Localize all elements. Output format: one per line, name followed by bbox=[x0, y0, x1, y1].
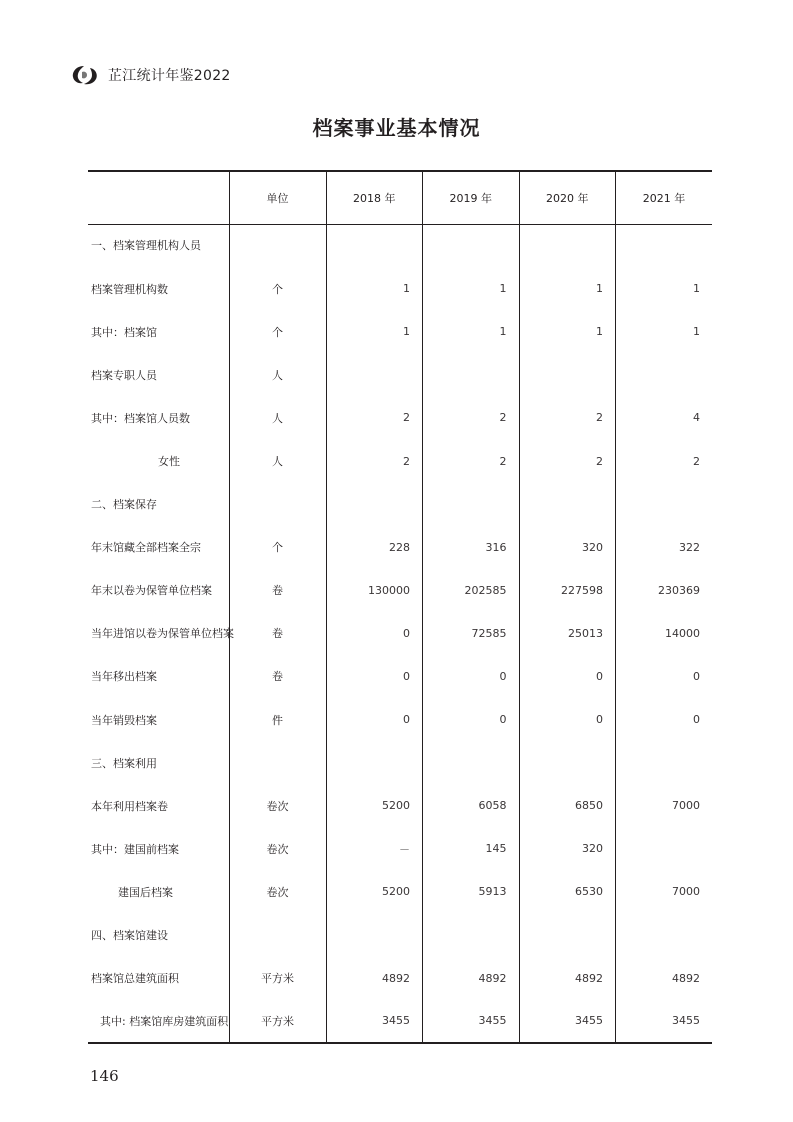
row-value: 25013 bbox=[519, 612, 616, 655]
row-value: 6530 bbox=[519, 870, 616, 913]
row-value: 0 bbox=[326, 698, 423, 741]
table-row bbox=[88, 353, 712, 396]
row-value: 2 bbox=[519, 396, 616, 439]
row-value: 3455 bbox=[423, 1000, 520, 1043]
column-header-item bbox=[88, 171, 229, 224]
row-value: 4892 bbox=[519, 957, 616, 1000]
page-number: 146 bbox=[90, 1067, 119, 1085]
row-unit: 个 bbox=[229, 310, 326, 353]
row-label: 档案专职人员 bbox=[91, 368, 157, 382]
table-row bbox=[88, 483, 712, 526]
row-unit: 件 bbox=[229, 698, 326, 741]
row-value: 130000 bbox=[326, 569, 423, 612]
row-value bbox=[616, 353, 713, 396]
row-value: 0 bbox=[616, 698, 713, 741]
row-unit: 卷次 bbox=[229, 827, 326, 870]
row-value bbox=[616, 741, 713, 784]
running-header bbox=[70, 62, 231, 88]
row-value: 202585 bbox=[423, 569, 520, 612]
row-value bbox=[326, 483, 423, 526]
table-row bbox=[88, 439, 712, 482]
archives-table bbox=[88, 170, 712, 1044]
row-value: 228 bbox=[326, 526, 423, 569]
row-unit: 卷次 bbox=[229, 784, 326, 827]
row-value: 5200 bbox=[326, 784, 423, 827]
row-unit bbox=[229, 224, 326, 267]
row-label: 四、档案馆建设 bbox=[91, 929, 168, 943]
row-value: 2 bbox=[519, 439, 616, 482]
row-label: 建国后档案 bbox=[118, 885, 173, 899]
row-label: 三、档案利用 bbox=[91, 756, 157, 770]
row-label: 其中：档案馆人员数 bbox=[91, 411, 190, 425]
column-header-2021: 2021 年 bbox=[616, 171, 713, 224]
row-value: 6058 bbox=[423, 784, 520, 827]
row-value: 0 bbox=[326, 612, 423, 655]
table-row bbox=[88, 698, 712, 741]
row-unit: 平方米 bbox=[229, 1000, 326, 1043]
row-unit: 卷 bbox=[229, 569, 326, 612]
table-row bbox=[88, 655, 712, 698]
row-value: 322 bbox=[616, 526, 713, 569]
row-value: 1 bbox=[326, 310, 423, 353]
table-row bbox=[88, 224, 712, 267]
row-label: 一、档案管理机构人员 bbox=[91, 239, 201, 253]
row-value bbox=[519, 224, 616, 267]
row-value: 0 bbox=[326, 655, 423, 698]
row-unit: 个 bbox=[229, 526, 326, 569]
row-value bbox=[423, 483, 520, 526]
row-unit bbox=[229, 914, 326, 957]
row-label: 二、档案保存 bbox=[91, 498, 157, 512]
row-value: 316 bbox=[423, 526, 520, 569]
table-row bbox=[88, 784, 712, 827]
row-value bbox=[326, 914, 423, 957]
row-value: 1 bbox=[616, 310, 713, 353]
row-value bbox=[616, 914, 713, 957]
row-value bbox=[423, 224, 520, 267]
row-value: 2 bbox=[423, 396, 520, 439]
book-title: 芷江统计年鉴2022 bbox=[108, 68, 231, 84]
row-value bbox=[423, 353, 520, 396]
table-row bbox=[88, 267, 712, 310]
row-value bbox=[616, 483, 713, 526]
row-value: 14000 bbox=[616, 612, 713, 655]
row-unit bbox=[229, 483, 326, 526]
table-row bbox=[88, 569, 712, 612]
table-row bbox=[88, 741, 712, 784]
row-unit: 卷 bbox=[229, 612, 326, 655]
row-value: 230369 bbox=[616, 569, 713, 612]
table-row bbox=[88, 870, 712, 913]
row-value bbox=[326, 741, 423, 784]
row-label: 女性 bbox=[158, 455, 180, 469]
row-value: 1 bbox=[423, 267, 520, 310]
row-label: 其中: 档案馆库房建筑面积 bbox=[88, 1000, 229, 1043]
row-unit: 个 bbox=[229, 267, 326, 310]
row-value bbox=[616, 224, 713, 267]
row-value: 3455 bbox=[326, 1000, 423, 1043]
table-row bbox=[88, 914, 712, 957]
row-label: 本年利用档案卷 bbox=[91, 799, 168, 813]
row-label: 其中：建国前档案 bbox=[91, 842, 179, 856]
row-value: － bbox=[326, 827, 423, 870]
row-value: 0 bbox=[423, 655, 520, 698]
row-value: 4892 bbox=[616, 957, 713, 1000]
row-value: 2 bbox=[326, 396, 423, 439]
row-value bbox=[423, 741, 520, 784]
row-unit: 人 bbox=[229, 353, 326, 396]
row-label: 当年进馆以卷为保管单位档案 bbox=[91, 627, 234, 641]
row-value: 1 bbox=[326, 267, 423, 310]
row-value: 0 bbox=[616, 655, 713, 698]
row-value: 1 bbox=[616, 267, 713, 310]
row-unit: 人 bbox=[229, 439, 326, 482]
table-row bbox=[88, 827, 712, 870]
row-value: 2 bbox=[616, 439, 713, 482]
row-value bbox=[326, 353, 423, 396]
row-label: 档案馆总建筑面积 bbox=[91, 972, 179, 986]
row-value: 4 bbox=[616, 396, 713, 439]
row-value: 1 bbox=[423, 310, 520, 353]
row-value: 0 bbox=[519, 655, 616, 698]
row-label: 其中：档案馆 bbox=[91, 325, 157, 339]
row-value: 5200 bbox=[326, 870, 423, 913]
table-row bbox=[88, 396, 712, 439]
row-label: 当年移出档案 bbox=[91, 670, 157, 684]
row-unit bbox=[229, 741, 326, 784]
row-label: 档案管理机构数 bbox=[91, 282, 168, 296]
table-body bbox=[88, 224, 712, 1043]
row-value: 4892 bbox=[326, 957, 423, 1000]
table-row bbox=[88, 612, 712, 655]
yearbook-logo-icon bbox=[70, 63, 100, 87]
row-unit: 平方米 bbox=[229, 957, 326, 1000]
row-value: 0 bbox=[423, 698, 520, 741]
row-value: 2 bbox=[326, 439, 423, 482]
row-value: 1 bbox=[519, 310, 616, 353]
row-value: 1 bbox=[519, 267, 616, 310]
row-unit: 人 bbox=[229, 396, 326, 439]
row-value: 320 bbox=[519, 526, 616, 569]
row-value: 7000 bbox=[616, 870, 713, 913]
table-row bbox=[88, 1000, 712, 1043]
row-value: 3455 bbox=[519, 1000, 616, 1043]
row-value: 0 bbox=[519, 698, 616, 741]
row-value: 3455 bbox=[616, 1000, 713, 1043]
row-value: 72585 bbox=[423, 612, 520, 655]
row-value bbox=[616, 827, 713, 870]
row-label: 年末以卷为保管单位档案 bbox=[91, 584, 212, 598]
column-header-unit: 单位 bbox=[229, 171, 326, 224]
table-row bbox=[88, 526, 712, 569]
row-label: 当年销毁档案 bbox=[91, 713, 157, 727]
row-value bbox=[519, 353, 616, 396]
row-value bbox=[519, 914, 616, 957]
row-value bbox=[326, 224, 423, 267]
row-unit: 卷 bbox=[229, 655, 326, 698]
row-value bbox=[519, 741, 616, 784]
row-value: 145 bbox=[423, 827, 520, 870]
row-value: 4892 bbox=[423, 957, 520, 1000]
table-row bbox=[88, 310, 712, 353]
column-header-2019: 2019 年 bbox=[423, 171, 520, 224]
row-value: 227598 bbox=[519, 569, 616, 612]
page-title: 档案事业基本情况 bbox=[312, 116, 481, 140]
row-unit: 卷次 bbox=[229, 870, 326, 913]
row-value bbox=[423, 914, 520, 957]
row-value bbox=[519, 483, 616, 526]
row-value: 320 bbox=[519, 827, 616, 870]
row-value: 6850 bbox=[519, 784, 616, 827]
row-value: 7000 bbox=[616, 784, 713, 827]
row-value: 5913 bbox=[423, 870, 520, 913]
table-row bbox=[88, 957, 712, 1000]
column-header-2020: 2020 年 bbox=[519, 171, 616, 224]
row-value: 2 bbox=[423, 439, 520, 482]
column-header-2018: 2018 年 bbox=[326, 171, 423, 224]
row-label: 年末馆藏全部档案全宗 bbox=[91, 541, 201, 555]
table-header-row bbox=[88, 171, 712, 224]
